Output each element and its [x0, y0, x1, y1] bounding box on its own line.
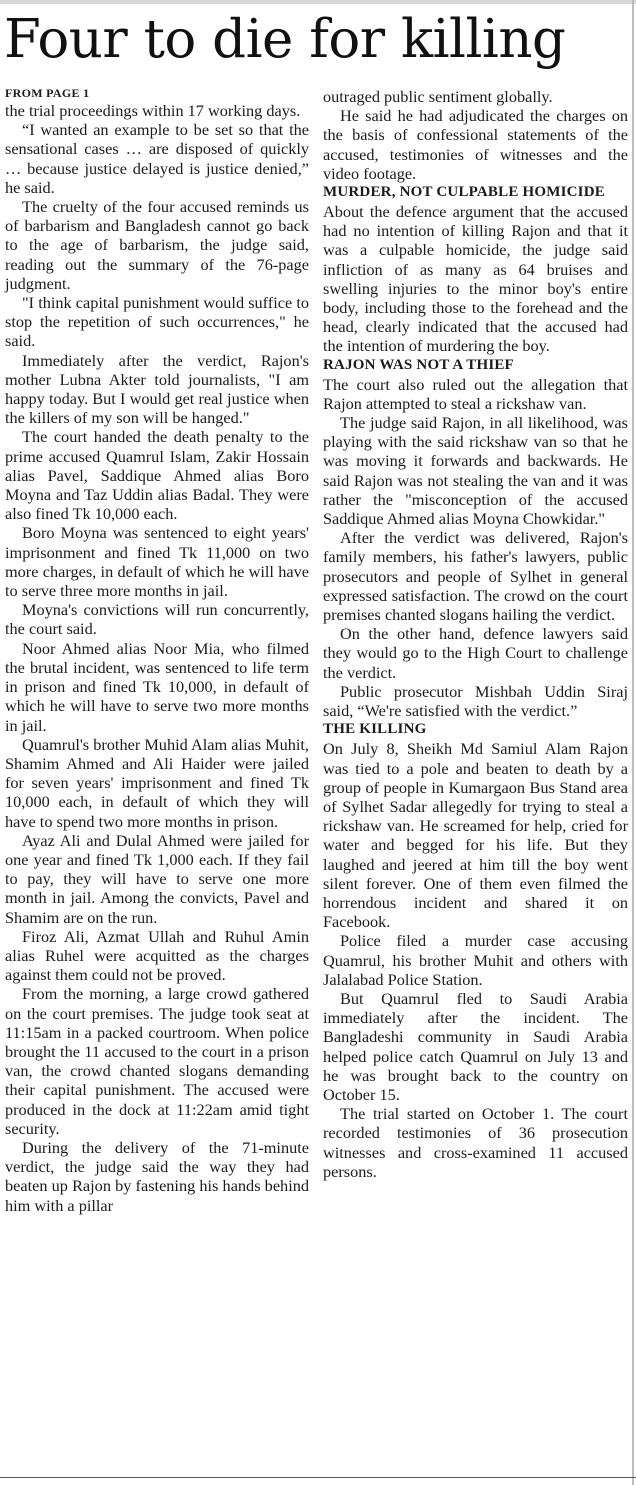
- paragraph: Quamrul's brother Muhid Alam alias Muhit, Shamim Ahmed and Ali Haider were jailed for seven years' imprisonment and fined Tk 10,000 each, in default of which they will have to spend two more months in prison.: [5, 734, 309, 831]
- paragraph: After the verdict was delivered, Rajon's family members, his father's lawyers, public prosecutors and people of Sylhet in general expressed satisfaction. The crowd on the court premises chanted slogans hailing the verdict.: [323, 528, 628, 625]
- paragraph: About the defence argument that the accused had no intention of killing Rajon and that it was a culpable homicide, the judge said infliction of as many as 64 bruises and swelling injuries to the minor boy's entire body, including those to the forehead and the head, clearly indicated that the accused had the intention of murdering the boy.: [323, 202, 628, 356]
- headline: Four to die for killing: [4, 9, 566, 70]
- top-divider: [0, 0, 636, 4]
- paragraph: During the delivery of the 71-minute verdict, the judge said the way they had beaten up Rajon by fastening his hands behind him with a pillar: [5, 1137, 309, 1215]
- paragraph: Immediately after the verdict, Rajon's mother Lubna Akter told journalists, "I am happy today. But I would get real justice when the killers of my son will be hanged.": [5, 350, 309, 428]
- paragraph: The court also ruled out the allegation that Rajon attempted to steal a rickshaw van.: [323, 374, 628, 413]
- paragraph: On July 8, Sheikh Md Samiul Alam Rajon was tied to a pole and beaten to death by a group of people in Kumargaon Bus Stand area of Sylhet Sadar allegedly for trying to steal a rickshaw van. He screamed for help, cried for water and begged for his life. But they laughed and jeered at him till the boy went silent forever. One of them even filmed the horrendous incident and shared it on Facebook.: [323, 739, 628, 932]
- left-column: [5, 86, 309, 1215]
- right-column: [323, 87, 628, 1181]
- paragraph: Firoz Ali, Azmat Ullah and Ruhul Amin alias Ruhel were acquitted as the charges against them could not be proved.: [5, 926, 309, 985]
- paragraph: The judge said Rajon, in all likelihood, was playing with the said rickshaw van so that he was moving it forwards and backwards. He said Rajon was not stealing the van and it was rather the "misconception of the accused Saddique Ahmed alias Moyna Chowkidar.": [323, 413, 628, 529]
- paragraph: “I wanted an example to be set so that the sensational cases … are disposed of quickly … because justice delayed is justice denied,” he said.: [5, 120, 309, 197]
- bottom-divider: [0, 1477, 636, 1478]
- paragraph: The trial started on October 1. The court recorded testimonies of 36 prosecution witnesses and cross-examined 11 accused persons.: [323, 1104, 628, 1181]
- paragraph: From the morning, a large crowd gathered on the court premises. The judge took seat at 11:15am in a packed courtroom. When police brought the 11 accused to the court in a prison van, the crowd chanted slogans demanding their capital punishment. The accused were produced in the dock at 11:22am amid tight security.: [5, 984, 309, 1138]
- paragraph: Moyna's convictions will run concurrently, the court said.: [5, 600, 309, 639]
- paragraph: outraged public sentiment globally.: [323, 87, 553, 106]
- paragraph: Public prosecutor Mishbah Uddin Siraj said, “We're satisfied with the verdict.”: [323, 681, 628, 721]
- paragraph: On the other hand, defence lawyers said they would go to the High Court to challenge the verdict.: [323, 624, 628, 682]
- paragraph: Ayaz Ali and Dulal Ahmed were jailed for one year and fined Tk 1,000 each. If they fail to pay, they will have to serve one more month in jail. Among the convicts, Pavel and Shamim are on the run.: [5, 830, 309, 927]
- paragraph: He said he had adjudicated the charges on the basis of confessional statements of the accused, testimonies of witnesses and the video footage.: [323, 106, 628, 183]
- paragraph: "I think capital punishment would suffice to stop the repetition of such occurrences," he said.: [5, 293, 309, 351]
- paragraph: The court handed the death penalty to the prime accused Quamrul Islam, Zakir Hossain alias Pavel, Saddique Ahmed alias Boro Moyna and Taz Uddin alias Badal. They were also fined Tk 10,000 each.: [5, 427, 309, 524]
- paragraph: The cruelty of the four accused reminds us of barbarism and Bangladesh cannot go back to the age of barbarism, the judge said, reading out the summary of the 76-page judgment.: [5, 197, 309, 293]
- subhead-murder: MURDER, NOT CULPABLE HOMICIDE: [323, 184, 605, 201]
- subhead-the-killing: THE KILLING: [323, 721, 427, 738]
- paragraph: Police filed a murder case accusing Quamrul, his brother Muhit and others with Jalalabad Police Station.: [323, 931, 628, 989]
- subhead-not-a-thief: RAJON WAS NOT A THIEF: [323, 356, 514, 373]
- paragraph: the trial proceedings within 17 working days.: [5, 101, 301, 120]
- page-edge-divider: [632, 0, 634, 1485]
- paragraph: Boro Moyna was sentenced to eight years' imprisonment and fined Tk 11,000 on two more charges, in default of which he will have to serve three more months in jail.: [5, 523, 309, 601]
- paragraph: Noor Ahmed alias Noor Mia, who filmed the brutal incident, was sentenced to life term in prison and fined Tk 10,000, in default of which he will have to serve two more months in jail.: [5, 638, 309, 735]
- paragraph: But Quamrul fled to Saudi Arabia immediately after the incident. The Bangladeshi community in Saudi Arabia helped police catch Quamrul on July 13 and he was brought back to the country on October 15.: [323, 988, 628, 1104]
- jump-line: FROM PAGE 1: [5, 86, 90, 100]
